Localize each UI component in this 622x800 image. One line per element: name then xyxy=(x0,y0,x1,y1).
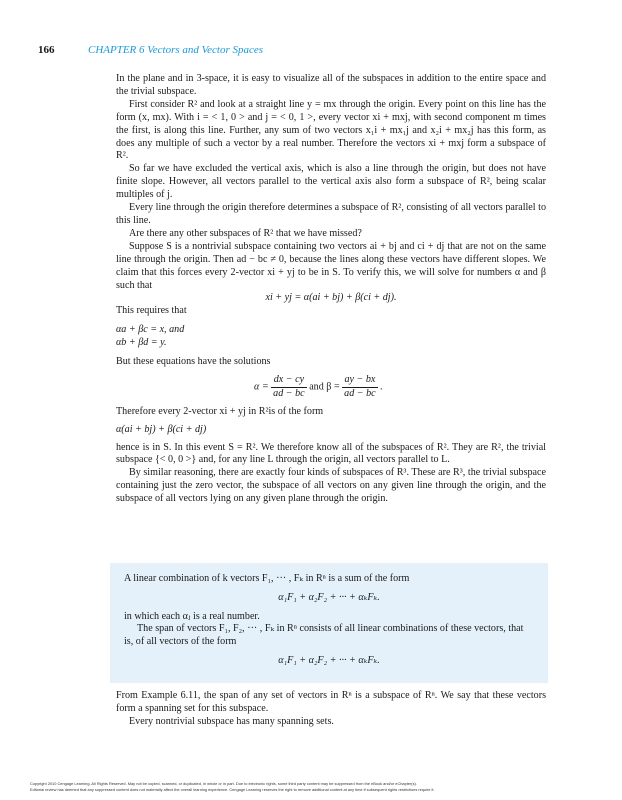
beta-fraction xyxy=(342,374,377,401)
solution-equation xyxy=(254,374,546,401)
closing-text xyxy=(116,690,546,729)
paragraph: Therefore every 2-vector xi + yj in R²is of the form xyxy=(116,405,324,417)
definition-linear-combination: A linear combination of k vectors F₁, ··· , Fₖ in Rⁿ is a sum of the form xyxy=(124,573,410,584)
copyright-line: Copyright 2010 Cengage Learning. All Rights Reserved. May not be copied, scanned, or duplicated, in whole or in part. Due to electronic rights, some third party content may be suppressed from the eBook and/or eChapter(s). xyxy=(30,781,417,786)
equation: α₁F₁ + α₂F₂ + ··· + αₖFₖ. xyxy=(278,654,380,666)
definition-text: in which each αⱼ is a real number. xyxy=(124,610,260,622)
equation-end: . xyxy=(380,381,383,393)
equation: αb + βd = y. xyxy=(116,337,167,349)
paragraph: First consider R² and look at a straight line y = mx through the origin. Every point on this line has the form (x, mx). With i = < 1, 0 > and j = < 0, 1 >, every vector xi + mxj, with second component m times the first, is along this line. Further, any sum of two vectors x₁i + mx₁j and x₂i + mx₂j has this form, as does any multiple of such a vector by a real number. Therefore the vectors xi + mxj form a subspace of R². xyxy=(116,98,546,162)
paragraph: From Example 6.11, the span of any set of vectors in Rⁿ is a subspace of Rⁿ. We say that these vectors form a spanning set for this subspace. xyxy=(116,690,546,714)
beta-denominator: ad − bc xyxy=(344,387,376,399)
paragraph: So far we have excluded the vertical axis, which is also a line through the origin, but does not have finite slope. However, all vectors parallel to the vertical axis also form a subspace of R², being scalar multiples of j. xyxy=(116,163,546,201)
alpha-fraction xyxy=(271,374,306,401)
page-number: 166 xyxy=(38,44,55,56)
paragraph: Every line through the origin therefore determines a subspace of R², consisting of all vectors parallel to this line. xyxy=(116,202,546,226)
equation: α₁F₁ + α₂F₂ + ··· + αₖFₖ. xyxy=(278,591,380,603)
page-header xyxy=(38,44,598,60)
alpha-denominator: ad − bc xyxy=(273,387,305,399)
paragraph: In the plane and in 3-space, it is easy to visualize all of the subspaces in addition to the entire space and the trivial subspace. xyxy=(116,73,546,97)
main-text xyxy=(116,73,546,506)
alpha-numerator: dx − cy xyxy=(271,374,306,388)
beta-lhs: and β = xyxy=(309,381,340,393)
paragraph: Suppose S is a nontrivial subspace containing two vectors ai + bj and ci + dj that are not on the same line through the origin. Then ad − bc ≠ 0, because the lines along these vectors have different slopes. We claim that this forces every 2-vector xi + yj to be in S. To verify this, we will solve for numbers α and β such that xyxy=(116,240,546,291)
paragraph: hence is in S. In this event S = R². We therefore know all of the subspaces of R². They are R², the trivial subspace {< 0, 0 >} and, for any line L through the origin, all vectors parallel to L. xyxy=(116,441,546,466)
paragraph: By similar reasoning, there are exactly four kinds of subspaces of R³. These are R³, the trivial subspace containing just the zero vector, the subspace of all vectors on any given line through the origin, and the subspace of all vectors lying on any given plane through the origin. xyxy=(116,467,546,505)
alpha-lhs: α = xyxy=(254,381,269,393)
chapter-title: CHAPTER 6 Vectors and Vector Spaces xyxy=(88,44,264,56)
equation: α(ai + bj) + β(ci + dj) xyxy=(116,423,207,435)
definition-span: The span of vectors F₁, F₂, ··· , Fₖ in Rⁿ consists of all linear combinations of these vectors, that is, of all vectors of the form xyxy=(124,623,524,648)
definition-box xyxy=(110,563,548,683)
equation: αa + βc = x, and xyxy=(116,324,185,336)
paragraph: This requires that xyxy=(116,305,187,317)
beta-numerator: ay − bx xyxy=(342,374,377,388)
paragraph: Every nontrivial subspace has many spanning sets. xyxy=(129,715,334,727)
copyright-line: Editorial review has deemed that any suppressed content does not materially affect the overall learning experience. Cengage Learning reserves the right to remove additional content at any time if subsequent rights restrictions require it. xyxy=(30,786,435,792)
equation: xi + yj = α(ai + bj) + β(ci + dj). xyxy=(265,292,397,304)
paragraph: Are there any other subspaces of R² that we have missed? xyxy=(129,227,362,239)
copyright-footer xyxy=(30,781,595,792)
paragraph: But these equations have the solutions xyxy=(116,356,271,368)
